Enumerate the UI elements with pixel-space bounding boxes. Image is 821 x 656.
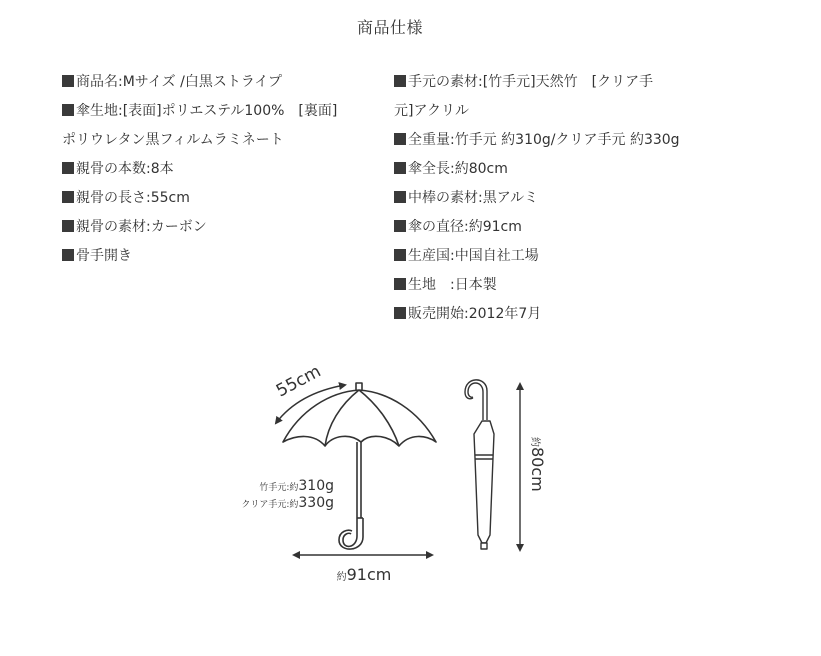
open-umbrella-icon — [283, 383, 436, 549]
diameter-label: 約91cm — [336, 565, 392, 584]
spec-fabric-origin: 生地 :日本製 — [394, 271, 724, 300]
spec-rib-count: 親骨の本数:8本 — [62, 155, 392, 184]
weight-clear-label: クリア手元:約330g — [241, 495, 334, 511]
spec-rib-material: 親骨の素材:カーボン — [62, 213, 392, 242]
spec-manual-open: 骨手開き — [62, 242, 392, 271]
spec-country: 生産国:中国自社工場 — [394, 242, 724, 271]
spec-fabric: 傘生地:[表面]ポリエステル100% [裏面] — [62, 97, 392, 126]
page-title: 商品仕様 — [356, 18, 423, 37]
spec-fabric-continued: ポリウレタン黒フィルムラミネート — [62, 132, 284, 148]
rib-length-label: 55cm — [272, 361, 325, 402]
spec-total-weight: 全重量:竹手元 約310g/クリア手元 約330g — [394, 126, 724, 155]
spec-shaft-material: 中棒の素材:黒アルミ — [394, 184, 724, 213]
spec-diameter: 傘の直径:約91cm — [394, 213, 724, 242]
weight-bamboo-label: 竹手元:約310g — [259, 478, 334, 494]
length-label: 約80cm — [528, 437, 547, 492]
spec-handle-material: 手元の素材:[竹手元]天然竹 [クリア手 — [394, 68, 724, 97]
spec-total-length: 傘全長:約80cm — [394, 155, 724, 184]
spec-product-name: 商品名:Mサイズ /白黒ストライプ — [62, 68, 392, 97]
spec-release-date: 販売開始:2012年7月 — [394, 300, 724, 329]
spec-rib-length: 親骨の長さ:55cm — [62, 184, 392, 213]
spec-handle-material-continued: 元]アクリル — [394, 103, 470, 119]
closed-umbrella-icon — [465, 380, 494, 549]
